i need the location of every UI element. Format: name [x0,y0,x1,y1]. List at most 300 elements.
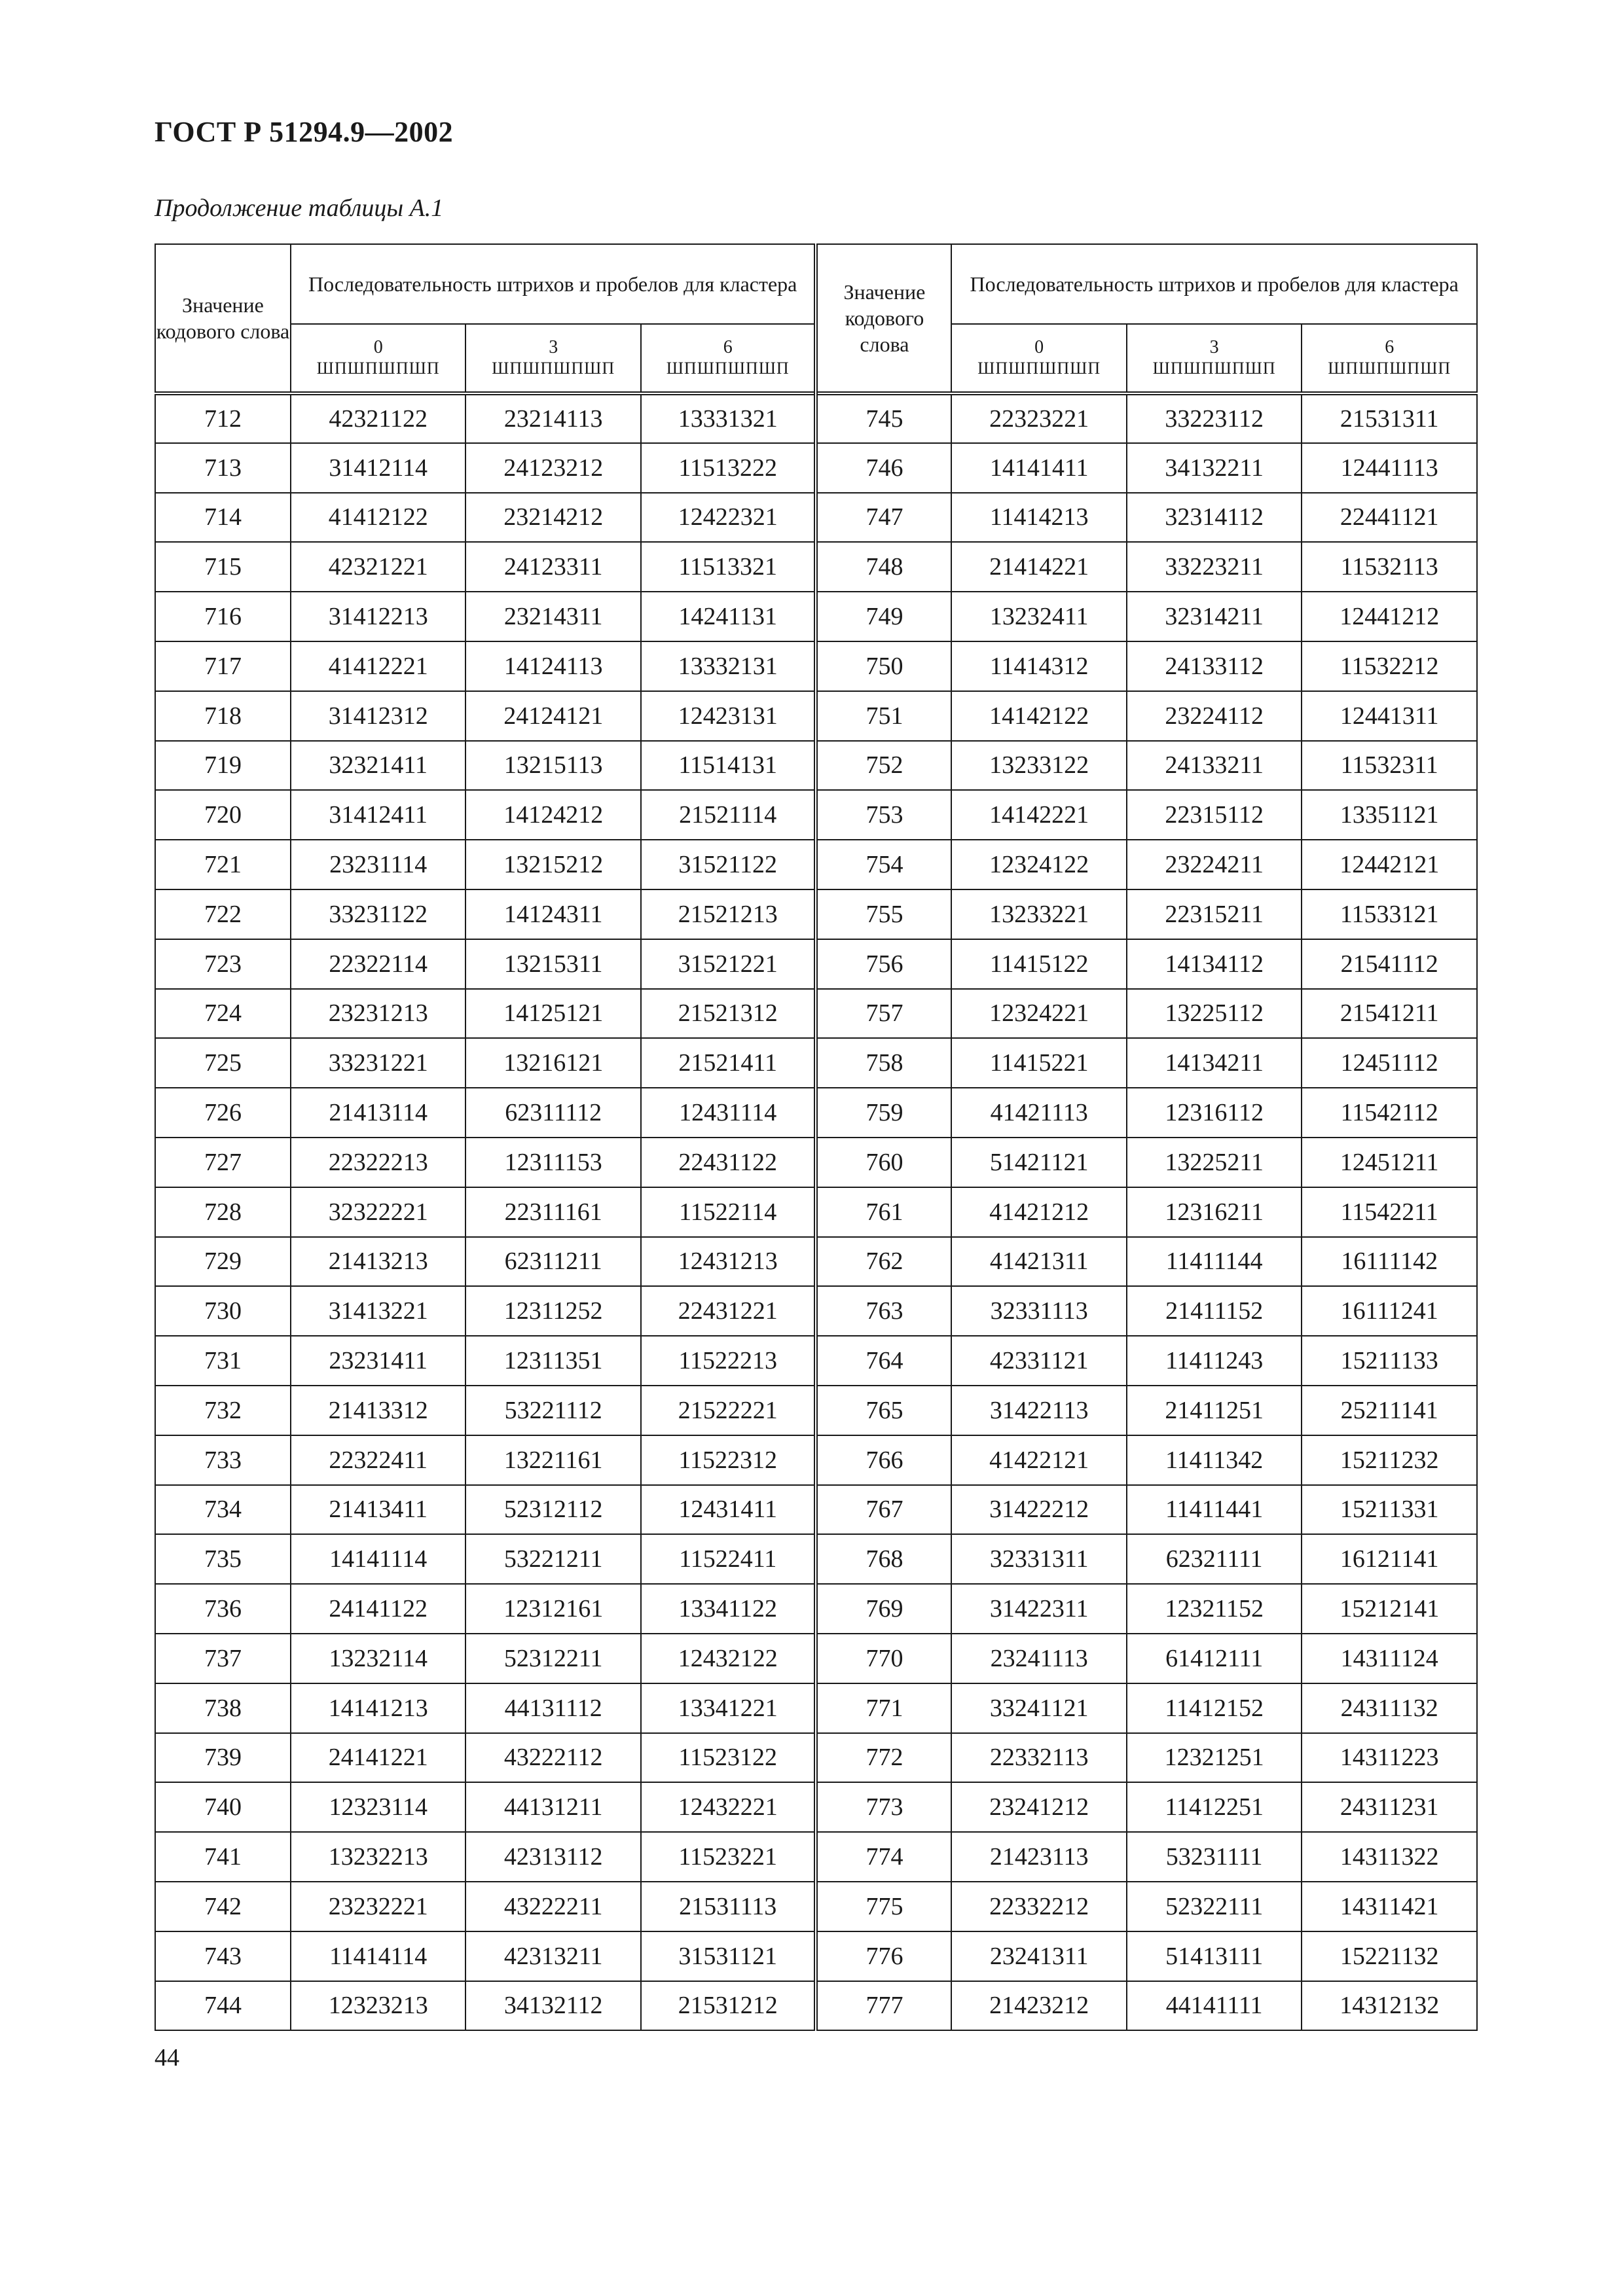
codeword-value-cell: 717 [155,641,291,691]
bar-space-sequence-cell: 23224211 [1127,840,1302,889]
bar-space-pattern: ШПШПШПШП [492,359,615,378]
codeword-value-cell: 773 [816,1782,951,1832]
bar-space-pattern: ШПШПШПШП [666,359,790,378]
bar-space-sequence-cell: 23231213 [291,989,466,1039]
codeword-value-cell: 746 [816,443,951,493]
codeword-value-cell: 761 [816,1187,951,1237]
bar-space-sequence-cell: 31412312 [291,691,466,741]
bar-space-sequence-cell: 31412114 [291,443,466,493]
table-row [155,989,1477,1039]
bar-space-sequence-cell: 24141122 [291,1584,466,1634]
bar-space-sequence-cell: 23241113 [951,1634,1127,1683]
codeword-value-cell: 734 [155,1485,291,1535]
table-row [155,1832,1477,1882]
bar-space-sequence-cell: 33231221 [291,1038,466,1088]
bar-space-sequence-cell: 21521114 [641,790,816,840]
bar-space-sequence-cell: 11411243 [1127,1336,1302,1386]
bar-space-sequence-cell: 23231411 [291,1336,466,1386]
bar-space-sequence-cell: 12422321 [641,493,816,543]
codeword-value-cell: 735 [155,1534,291,1584]
table-row [155,393,1477,443]
header-cluster-3-left [465,324,641,393]
bar-space-sequence-cell: 12423131 [641,691,816,741]
bar-space-sequence-cell: 41422121 [951,1435,1127,1485]
bar-space-sequence-cell: 21413411 [291,1485,466,1535]
bar-space-sequence-cell: 24133112 [1127,641,1302,691]
cluster-number: 6 [1385,337,1395,357]
bar-space-sequence-cell: 43222211 [465,1882,641,1931]
bar-space-sequence-cell: 31422113 [951,1386,1127,1435]
table-row [155,1138,1477,1187]
codeword-value-cell: 769 [816,1584,951,1634]
bar-space-sequence-cell: 11411144 [1127,1237,1302,1287]
table-row [155,1435,1477,1485]
bar-space-sequence-cell: 21521213 [641,889,816,939]
bar-space-sequence-cell: 11522411 [641,1534,816,1584]
bar-space-sequence-cell: 33231122 [291,889,466,939]
header-sequence-right: Последовательность штрихов и пробелов для кластера [951,244,1477,324]
bar-space-sequence-cell: 12431114 [641,1088,816,1138]
bar-space-sequence-cell: 11412251 [1127,1782,1302,1832]
table-row [155,790,1477,840]
bar-space-sequence-cell: 53221112 [465,1386,641,1435]
codeword-value-cell: 715 [155,542,291,592]
codeword-value-cell: 760 [816,1138,951,1187]
header-cluster-6-right [1302,324,1477,393]
codeword-value-cell: 772 [816,1733,951,1783]
codeword-value-cell: 720 [155,790,291,840]
bar-space-sequence-cell: 23214113 [465,393,641,443]
table-row [155,1634,1477,1683]
bar-space-sequence-cell: 12312161 [465,1584,641,1634]
bar-space-sequence-cell: 42331121 [951,1336,1127,1386]
bar-space-sequence-cell: 12451211 [1302,1138,1477,1187]
codeword-value-cell: 732 [155,1386,291,1435]
bar-space-sequence-cell: 14311223 [1302,1733,1477,1783]
codeword-value-cell: 756 [816,939,951,989]
bar-space-sequence-cell: 24124121 [465,691,641,741]
bar-space-sequence-cell: 14124311 [465,889,641,939]
bar-space-sequence-cell: 24311132 [1302,1683,1477,1733]
table-row [155,1584,1477,1634]
bar-space-sequence-cell: 22431221 [641,1286,816,1336]
codeword-value-cell: 740 [155,1782,291,1832]
bar-space-sequence-cell: 21521312 [641,989,816,1039]
bar-space-sequence-cell: 23224112 [1127,691,1302,741]
bar-space-sequence-cell: 14141213 [291,1683,466,1733]
bar-space-sequence-cell: 12323114 [291,1782,466,1832]
bar-space-sequence-cell: 25211141 [1302,1386,1477,1435]
bar-space-sequence-cell: 21413114 [291,1088,466,1138]
bar-space-sequence-cell: 13233122 [951,741,1127,791]
codeword-value-cell: 768 [816,1534,951,1584]
bar-space-sequence-cell: 21423113 [951,1832,1127,1882]
bar-space-sequence-cell: 12441311 [1302,691,1477,741]
bar-space-sequence-cell: 21414221 [951,542,1127,592]
bar-space-sequence-cell: 52312112 [465,1485,641,1535]
table-row [155,1683,1477,1733]
bar-space-sequence-cell: 13225112 [1127,989,1302,1039]
bar-space-sequence-cell: 11532212 [1302,641,1477,691]
bar-space-sequence-cell: 22322213 [291,1138,466,1187]
bar-space-sequence-cell: 44141111 [1127,1981,1302,2031]
bar-space-sequence-cell: 12441113 [1302,443,1477,493]
bar-space-sequence-cell: 22332212 [951,1882,1127,1931]
bar-space-sequence-cell: 13351121 [1302,790,1477,840]
bar-space-pattern: ШПШПШПШП [1328,359,1451,378]
bar-space-sequence-cell: 13215311 [465,939,641,989]
codeword-value-cell: 771 [816,1683,951,1733]
codeword-value-cell: 723 [155,939,291,989]
table-row [155,1038,1477,1088]
codeword-value-cell: 774 [816,1832,951,1882]
bar-space-sequence-cell: 12431213 [641,1237,816,1287]
table-body [155,393,1477,2030]
bar-space-sequence-cell: 14311322 [1302,1832,1477,1882]
bar-space-sequence-cell: 21521411 [641,1038,816,1088]
table-row [155,592,1477,641]
codeword-value-cell: 733 [155,1435,291,1485]
codeword-value-cell: 744 [155,1981,291,2031]
bar-space-sequence-cell: 31412213 [291,592,466,641]
bar-space-sequence-cell: 23214311 [465,592,641,641]
codeword-value-cell: 754 [816,840,951,889]
table-row [155,1485,1477,1535]
bar-space-sequence-cell: 11523122 [641,1733,816,1783]
codeword-value-cell: 753 [816,790,951,840]
bar-space-sequence-cell: 14124212 [465,790,641,840]
bar-space-sequence-cell: 13341221 [641,1683,816,1733]
table-row [155,1534,1477,1584]
bar-space-pattern: ШПШПШПШП [1152,359,1276,378]
bar-space-sequence-cell: 13232411 [951,592,1127,641]
bar-space-pattern: ШПШПШПШП [316,359,440,378]
bar-space-sequence-cell: 32314112 [1127,493,1302,543]
codeword-value-cell: 712 [155,393,291,443]
bar-space-sequence-cell: 15211232 [1302,1435,1477,1485]
bar-space-sequence-cell: 14134112 [1127,939,1302,989]
bar-space-sequence-cell: 11523221 [641,1832,816,1882]
codeword-value-cell: 721 [155,840,291,889]
codeword-value-cell: 729 [155,1237,291,1287]
bar-space-sequence-cell: 15211331 [1302,1485,1477,1535]
bar-space-sequence-cell: 14124113 [465,641,641,691]
codeword-value-cell: 737 [155,1634,291,1683]
bar-space-sequence-cell: 32321411 [291,741,466,791]
bar-space-sequence-cell: 12316211 [1127,1187,1302,1237]
bar-space-sequence-cell: 24311231 [1302,1782,1477,1832]
bar-space-sequence-cell: 15212141 [1302,1584,1477,1634]
codeword-value-cell: 755 [816,889,951,939]
bar-space-sequence-cell: 23241212 [951,1782,1127,1832]
bar-space-sequence-cell: 23232221 [291,1882,466,1931]
table-row [155,1088,1477,1138]
bar-space-sequence-cell: 42313112 [465,1832,641,1882]
bar-space-sequence-cell: 42313211 [465,1931,641,1981]
bar-space-sequence-cell: 51413111 [1127,1931,1302,1981]
cluster-number: 0 [1034,337,1044,357]
bar-space-sequence-cell: 11522312 [641,1435,816,1485]
bar-space-sequence-cell: 12432122 [641,1634,816,1683]
codeword-value-cell: 762 [816,1237,951,1287]
bar-space-sequence-cell: 13225211 [1127,1138,1302,1187]
codeword-table [155,243,1478,2031]
codeword-value-cell: 730 [155,1286,291,1336]
cluster-number: 6 [723,337,733,357]
bar-space-sequence-cell: 24133211 [1127,741,1302,791]
codeword-value-cell: 739 [155,1733,291,1783]
bar-space-sequence-cell: 15221132 [1302,1931,1477,1981]
bar-space-sequence-cell: 12432221 [641,1782,816,1832]
bar-space-sequence-cell: 61412111 [1127,1634,1302,1683]
bar-space-sequence-cell: 11514131 [641,741,816,791]
bar-space-sequence-cell: 34132211 [1127,443,1302,493]
bar-space-pattern: ШПШПШПШП [977,359,1101,378]
bar-space-sequence-cell: 21413312 [291,1386,466,1435]
bar-space-sequence-cell: 12441212 [1302,592,1477,641]
bar-space-sequence-cell: 16111241 [1302,1286,1477,1336]
codeword-value-cell: 727 [155,1138,291,1187]
bar-space-sequence-cell: 23214212 [465,493,641,543]
bar-space-sequence-cell: 12311252 [465,1286,641,1336]
bar-space-sequence-cell: 31521221 [641,939,816,989]
bar-space-sequence-cell: 11522114 [641,1187,816,1237]
cluster-number: 3 [1209,337,1219,357]
bar-space-sequence-cell: 44131211 [465,1782,641,1832]
bar-space-sequence-cell: 43222112 [465,1733,641,1783]
bar-space-sequence-cell: 21541112 [1302,939,1477,989]
codeword-value-cell: 747 [816,493,951,543]
codeword-value-cell: 716 [155,592,291,641]
header-cluster-0-right [951,324,1127,393]
table-row [155,840,1477,889]
bar-space-sequence-cell: 24141221 [291,1733,466,1783]
bar-space-sequence-cell: 21423212 [951,1981,1127,2031]
bar-space-sequence-cell: 21522221 [641,1386,816,1435]
codeword-value-cell: 718 [155,691,291,741]
page-number: 44 [155,2044,179,2072]
bar-space-sequence-cell: 41412221 [291,641,466,691]
bar-space-sequence-cell: 11412152 [1127,1683,1302,1733]
codeword-value-cell: 751 [816,691,951,741]
codeword-value-cell: 741 [155,1832,291,1882]
header-cluster-0-left [291,324,466,393]
bar-space-sequence-cell: 32331113 [951,1286,1127,1336]
codeword-value-cell: 748 [816,542,951,592]
bar-space-sequence-cell: 42321221 [291,542,466,592]
codeword-value-cell: 766 [816,1435,951,1485]
codeword-value-cell: 752 [816,741,951,791]
table-row [155,641,1477,691]
codeword-value-cell: 725 [155,1038,291,1088]
bar-space-sequence-cell: 13215212 [465,840,641,889]
bar-space-sequence-cell: 11411441 [1127,1485,1302,1535]
cluster-number: 3 [549,337,558,357]
bar-space-sequence-cell: 21531212 [641,1981,816,2031]
bar-space-sequence-cell: 41412122 [291,493,466,543]
codeword-value-cell: 719 [155,741,291,791]
table-row [155,1237,1477,1287]
table-caption: Продолжение таблицы А.1 [155,194,444,222]
bar-space-sequence-cell: 11414312 [951,641,1127,691]
bar-space-sequence-cell: 12311153 [465,1138,641,1187]
codeword-value-cell: 713 [155,443,291,493]
codeword-value-cell: 765 [816,1386,951,1435]
bar-space-sequence-cell: 14311421 [1302,1882,1477,1931]
codeword-value-cell: 750 [816,641,951,691]
codeword-value-cell: 724 [155,989,291,1039]
bar-space-sequence-cell: 22315211 [1127,889,1302,939]
bar-space-sequence-cell: 14141411 [951,443,1127,493]
bar-space-sequence-cell: 13233221 [951,889,1127,939]
bar-space-sequence-cell: 16111142 [1302,1237,1477,1287]
table-row [155,889,1477,939]
bar-space-sequence-cell: 52312211 [465,1634,641,1683]
bar-space-sequence-cell: 21413213 [291,1237,466,1287]
codeword-value-cell: 742 [155,1882,291,1931]
bar-space-sequence-cell: 22322114 [291,939,466,989]
header-cluster-3-right [1127,324,1302,393]
bar-space-sequence-cell: 44131112 [465,1683,641,1733]
table-row [155,1981,1477,2031]
bar-space-sequence-cell: 53231111 [1127,1832,1302,1882]
table-row [155,1733,1477,1783]
bar-space-sequence-cell: 15211133 [1302,1336,1477,1386]
codeword-value-cell: 731 [155,1336,291,1386]
bar-space-sequence-cell: 14312132 [1302,1981,1477,2031]
table-row [155,1386,1477,1435]
bar-space-sequence-cell: 13215113 [465,741,641,791]
bar-space-sequence-cell: 23231114 [291,840,466,889]
bar-space-sequence-cell: 32322221 [291,1187,466,1237]
table-row [155,1782,1477,1832]
bar-space-sequence-cell: 13332131 [641,641,816,691]
bar-space-sequence-cell: 12324221 [951,989,1127,1039]
codeword-value-cell: 757 [816,989,951,1039]
bar-space-sequence-cell: 13331321 [641,393,816,443]
bar-space-sequence-cell: 31413221 [291,1286,466,1336]
table-row [155,1931,1477,1981]
table-row [155,493,1477,543]
bar-space-sequence-cell: 11415221 [951,1038,1127,1088]
bar-space-sequence-cell: 53221211 [465,1534,641,1584]
bar-space-sequence-cell: 52322111 [1127,1882,1302,1931]
bar-space-sequence-cell: 32314211 [1127,592,1302,641]
bar-space-sequence-cell: 41421113 [951,1088,1127,1138]
header-sequence-left: Последовательность штрихов и пробелов для кластера [291,244,816,324]
bar-space-sequence-cell: 22311161 [465,1187,641,1237]
bar-space-sequence-cell: 12431411 [641,1485,816,1535]
bar-space-sequence-cell: 22322411 [291,1435,466,1485]
codeword-value-cell: 764 [816,1336,951,1386]
bar-space-sequence-cell: 11522213 [641,1336,816,1386]
table-row [155,1187,1477,1237]
bar-space-sequence-cell: 14311124 [1302,1634,1477,1683]
bar-space-sequence-cell: 31412411 [291,790,466,840]
document-title: ГОСТ Р 51294.9—2002 [155,116,454,148]
codeword-value-cell: 775 [816,1882,951,1931]
bar-space-sequence-cell: 13341122 [641,1584,816,1634]
bar-space-sequence-cell: 11414213 [951,493,1127,543]
table-row [155,443,1477,493]
table-row [155,1882,1477,1931]
codeword-value-cell: 745 [816,393,951,443]
bar-space-sequence-cell: 12323213 [291,1981,466,2031]
codeword-value-cell: 726 [155,1088,291,1138]
codeword-value-cell: 758 [816,1038,951,1088]
codeword-value-cell: 738 [155,1683,291,1733]
bar-space-sequence-cell: 12321152 [1127,1584,1302,1634]
bar-space-sequence-cell: 21531311 [1302,393,1477,443]
bar-space-sequence-cell: 31521122 [641,840,816,889]
bar-space-sequence-cell: 62321111 [1127,1534,1302,1584]
bar-space-sequence-cell: 31531121 [641,1931,816,1981]
bar-space-sequence-cell: 41421212 [951,1187,1127,1237]
table-row [155,741,1477,791]
bar-space-sequence-cell: 14134211 [1127,1038,1302,1088]
bar-space-sequence-cell: 14142122 [951,691,1127,741]
bar-space-sequence-cell: 11542211 [1302,1187,1477,1237]
bar-space-sequence-cell: 11414114 [291,1931,466,1981]
bar-space-sequence-cell: 22315112 [1127,790,1302,840]
table-row [155,1286,1477,1336]
table-row [155,542,1477,592]
bar-space-sequence-cell: 11542112 [1302,1088,1477,1138]
table-row [155,939,1477,989]
bar-space-sequence-cell: 12311351 [465,1336,641,1386]
bar-space-sequence-cell: 21541211 [1302,989,1477,1039]
bar-space-sequence-cell: 11513222 [641,443,816,493]
bar-space-sequence-cell: 11415122 [951,939,1127,989]
bar-space-sequence-cell: 33241121 [951,1683,1127,1733]
bar-space-sequence-cell: 11532113 [1302,542,1477,592]
bar-space-sequence-cell: 12451112 [1302,1038,1477,1088]
bar-space-sequence-cell: 14142221 [951,790,1127,840]
cluster-number: 0 [373,337,383,357]
bar-space-sequence-cell: 12442121 [1302,840,1477,889]
codeword-value-cell: 776 [816,1931,951,1981]
bar-space-sequence-cell: 62311211 [465,1237,641,1287]
bar-space-sequence-cell: 22332113 [951,1733,1127,1783]
bar-space-sequence-cell: 51421121 [951,1138,1127,1187]
bar-space-sequence-cell: 11513321 [641,542,816,592]
codeword-value-cell: 767 [816,1485,951,1535]
bar-space-sequence-cell: 14141114 [291,1534,466,1584]
bar-space-sequence-cell: 21411152 [1127,1286,1302,1336]
bar-space-sequence-cell: 41421311 [951,1237,1127,1287]
bar-space-sequence-cell: 16121141 [1302,1534,1477,1584]
bar-space-sequence-cell: 22431122 [641,1138,816,1187]
bar-space-sequence-cell: 13232213 [291,1832,466,1882]
table-row [155,691,1477,741]
bar-space-sequence-cell: 12321251 [1127,1733,1302,1783]
bar-space-sequence-cell: 21531113 [641,1882,816,1931]
bar-space-sequence-cell: 31422311 [951,1584,1127,1634]
bar-space-sequence-cell: 22323221 [951,393,1127,443]
table-row [155,1336,1477,1386]
bar-space-sequence-cell: 24123311 [465,542,641,592]
bar-space-sequence-cell: 62311112 [465,1088,641,1138]
bar-space-sequence-cell: 32331311 [951,1534,1127,1584]
codeword-value-cell: 749 [816,592,951,641]
header-cluster-6-left [641,324,816,393]
bar-space-sequence-cell: 13216121 [465,1038,641,1088]
bar-space-sequence-cell: 11532311 [1302,741,1477,791]
bar-space-sequence-cell: 33223211 [1127,542,1302,592]
bar-space-sequence-cell: 14241131 [641,592,816,641]
header-codeword-value-right: Значение кодового слова [816,244,951,393]
codeword-value-cell: 714 [155,493,291,543]
